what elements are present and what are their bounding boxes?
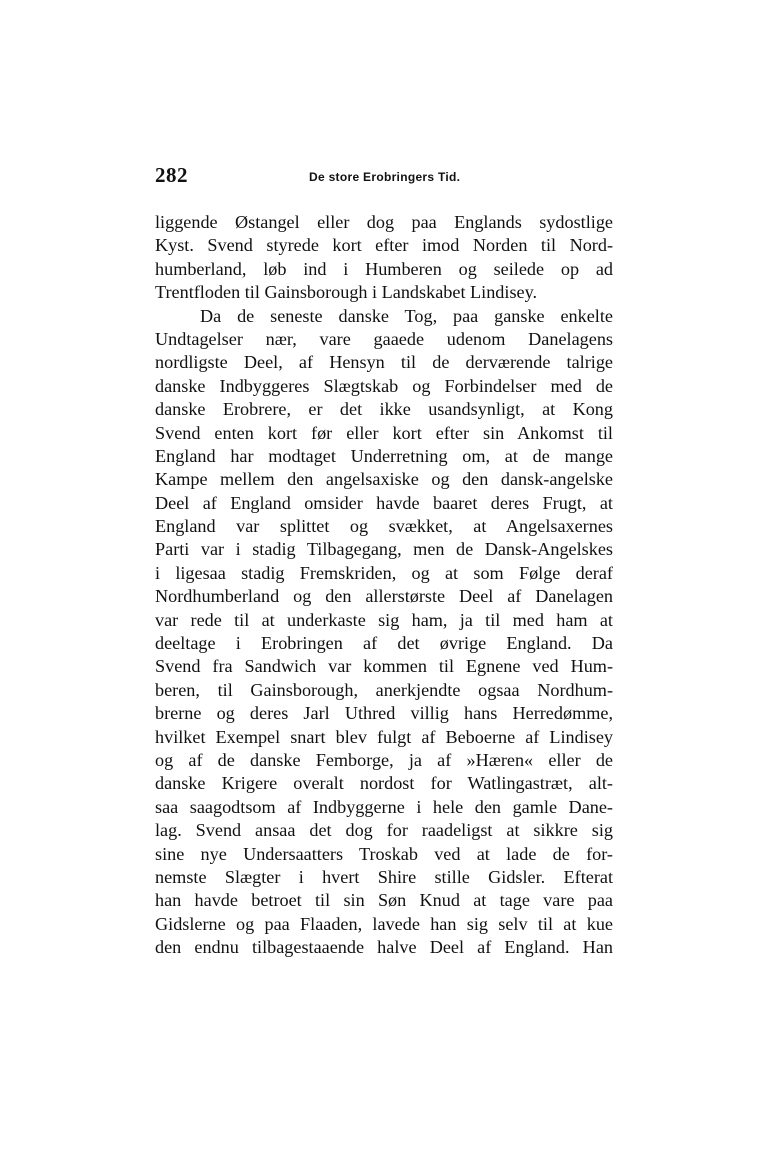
text-line: Kampe mellem den angelsaxiske og den dansk-angelske	[155, 469, 613, 490]
text-line: humberland, løb ind i Humberen og seilede op ad	[155, 258, 613, 279]
text-line: Parti var i stadig Tilbagegang, men de Dansk-Angelskes	[155, 539, 613, 560]
text-line: var rede til at underkaste sig ham, ja til med ham at	[155, 609, 613, 630]
text-line: i ligesaa stadig Fremskriden, og at som Følge deraf	[155, 562, 613, 583]
text-line: han havde betroet til sin Søn Knud at tage vare paa	[155, 890, 613, 911]
paragraph-first-line: Da de seneste danske Tog, paa ganske enkelte	[200, 305, 613, 326]
body-text	[155, 211, 613, 960]
text-line: England var splittet og svækket, at Angelsaxernes	[155, 516, 613, 537]
text-line: Svend enten kort før eller kort efter sin Ankomst til	[155, 422, 613, 443]
text-line: lag. Svend ansaa det dog for raadeligst at sikkre sig	[155, 820, 613, 841]
page-number: 282	[155, 163, 188, 187]
text-line: deeltage i Erobringen af det øvrige England. Da	[155, 633, 613, 654]
text-line: nordligste Deel, af Hensyn til de derværende talrige	[155, 352, 613, 373]
running-title: De store Erobringers Tid.	[309, 170, 461, 184]
text-line: den endnu tilbagestaaende halve Deel af England. Han	[155, 937, 613, 958]
text-line: England har modtaget Underretning om, at de mange	[155, 445, 613, 466]
text-line: danske Krigere overalt nordost for Watlingastræt, alt-	[155, 773, 613, 794]
text-line: Undtagelser nær, vare gaaede udenom Danelagens	[155, 328, 613, 349]
text-line: Gidslerne og paa Flaaden, lavede han sig selv til at kue	[155, 913, 613, 934]
text-line: brerne og deres Jarl Uthred villig hans Herredømme,	[155, 703, 613, 724]
text-line: beren, til Gainsborough, anerkjendte ogsaa Nordhum-	[155, 679, 613, 700]
running-head	[155, 163, 613, 193]
text-line: nemste Slægter i hvert Shire stille Gidsler. Efterat	[155, 866, 613, 887]
text-line: liggende Østangel eller dog paa Englands sydostlige	[155, 212, 613, 232]
text-line: hvilket Exempel snart blev fulgt af Beboerne af Lindisey	[155, 726, 613, 747]
text-line: Deel af England omsider havde baaret deres Frugt, at	[155, 492, 613, 513]
text-line: saa saagodtsom af Indbyggerne i hele den gamle Dane-	[155, 796, 613, 817]
text-line: Nordhumberland og den allerstørste Deel af Danelagen	[155, 586, 613, 607]
text-line: og af de danske Femborge, ja af »Hæren« eller de	[155, 749, 613, 770]
text-line: danske Erobrere, er det ikke usandsynligt, at Kong	[155, 399, 613, 420]
text-line: danske Indbyggeres Slægtskab og Forbindelser med de	[155, 375, 613, 396]
text-line: sine nye Undersaatters Troskab ved at lade de for-	[155, 843, 613, 864]
text-line: Kyst. Svend styrede kort efter imod Norden til Nord-	[155, 235, 613, 256]
text-line: Trentfloden til Gainsborough i Landskabet Lindisey.	[155, 282, 538, 303]
text-line: Svend fra Sandwich var kommen til Egnene ved Hum-	[155, 656, 613, 677]
